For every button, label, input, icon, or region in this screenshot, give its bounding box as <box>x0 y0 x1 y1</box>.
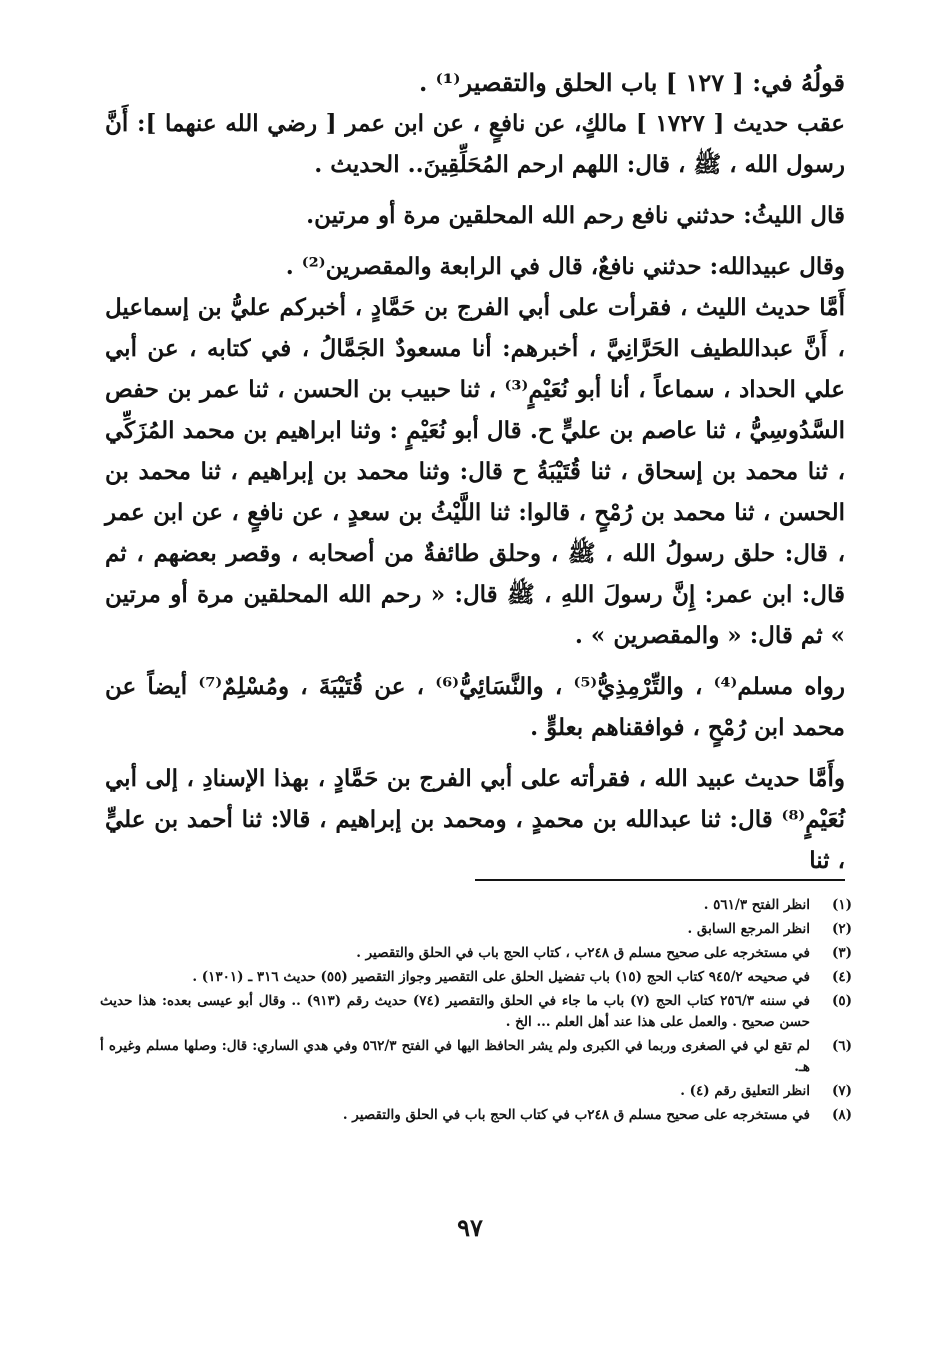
chapter-heading: قولُهُ في: [ ١٢٧ ] باب الحلق والتقصير⁽¹⁾ . <box>418 68 845 97</box>
footnote <box>100 991 852 1033</box>
paragraph: رواه مسلم⁽⁴⁾ ، والتِّرْمِذِيُّ⁽⁵⁾ ، والنَّسَائِيُّ⁽⁶⁾ ، عن قُتَيْبَةَ ، ومُسْلِمٌ⁽⁷⁾ أيضاً عن محمد ابن رُمْحٍ ، فوافقناهم بعلوٍّ . <box>105 673 846 741</box>
footnote-number: (٥) <box>831 993 852 1009</box>
footnote-text: لم تقع لي في الصغرى وربما في الكبرى ولم يشر الحافظ اليها في الفتح ٥٦٢/٣ وفي هدي الساري: قال: وصلها مسلم وغيره أ هـ. <box>100 1038 810 1075</box>
footnote <box>100 919 852 940</box>
paragraph: وأَمَّا حديث عبيد الله ، فقرأته على أبي الفرج بن حَمَّادٍ ، بهذا الإسنادِ ، إلى أبي نُعَيْمٍ⁽⁸⁾ قال: ثنا عبدالله بن محمدٍ ، ومحمد بن إبراهيم ، قالا: ثنا أحمد بن عليٍّ ، ثنا <box>105 765 845 874</box>
page-number: ٩٧ <box>457 1213 483 1242</box>
footnote-separator <box>475 879 845 881</box>
footnote <box>100 1105 852 1126</box>
footnote-text: انظر المرجع السابق . <box>687 921 810 937</box>
footnote-text: انظر التعليق رقم (٤) . <box>680 1083 810 1099</box>
footnote-number: (٣) <box>831 945 852 961</box>
footnote-text: في مستخرجه على صحيح مسلم ق ٢٤٨ب في كتاب الحج باب في الحلق والتقصير . <box>342 1107 810 1123</box>
footnote-number: (٦) <box>831 1038 852 1054</box>
footnote <box>100 943 852 964</box>
footnote-text: في صحيحه ٩٤٥/٢ كتاب الحج (١٥) باب تفضيل الحلق على التقصير وجواز التقصير (٥٥) حديث ٣١٦ ـ (١٣٠١) . <box>192 969 810 985</box>
footnote-number: (٨) <box>831 1107 852 1123</box>
footnote-text: في سننه ٢٥٦/٣ كتاب الحج (٧) باب ما جاء في الحلق والتقصير (٧٤) حديث رقم (٩١٣) .. وقال أبو عيسى بعده: هذا حديث حسن صحيح . والعمل على هذا عند أهل العلم ... الخ . <box>100 993 810 1030</box>
footnote-text: انظر الفتح ٥٦١/٣ . <box>703 897 810 913</box>
paragraph: عقب حديث [ ١٧٢٧ ] مالكٍ، عن نافعٍ ، عن ابن عمر [ رضي الله عنهما ]: أَنَّ رسول الله ، ﷺ ، قال: اللهم ارحم المُحَلِّقِينَ.. الحديث . <box>105 110 845 178</box>
footnotes <box>100 895 852 1129</box>
footnote-number: (٧) <box>831 1083 852 1099</box>
main-text <box>105 62 845 881</box>
footnote <box>100 1081 852 1102</box>
footnote <box>100 1036 852 1078</box>
footnote-number: (٤) <box>831 969 852 985</box>
footnote-number: (٢) <box>831 921 852 937</box>
paragraph: قال الليثُ: حدثني نافع رحم الله المحلقين مرة أو مرتين. <box>306 202 845 229</box>
footnote <box>100 967 852 988</box>
footnote-text: في مستخرجه على صحيح مسلم ق ٢٤٨ب ، كتاب الحج باب في الحلق والتقصير . <box>356 945 810 961</box>
paragraph: أَمَّا حديث الليث ، فقرأت على أبي الفرج بن حَمَّادٍ ، أخبركم عليُّ بن إسماعيل ، أَنَّ عبداللطيف الحَرَّانِيَّ ، أخبرهم: أنا مسعودٌ الجَمَّالُ ، في كتابه ، عن أبي علي الحداد ، سماعاً ، أنا أبو نُعَيْمٍ⁽³⁾ ، ثنا حبيب بن الحسن ، ثنا عمر بن حفص السَّدُوسِيُّ ، ثنا عاصم بن عليٍّ ح. قال أبو نُعَيْمٍ : وثنا ابراهيم بن محمد المُزَكِّي ، ثنا محمد بن إسحاق ، ثنا قُتَيْبَةُ ح قال: وثنا محمد بن إبراهيم ، ثنا محمد بن الحسن ، ثنا محمد بن رُمْحٍ ، قالوا: ثنا اللَّيْثُ بن سعدٍ ، عن نافعٍ ، عن ابن عمر ، قال: حلق رسولُ الله ، ﷺ ، وحلق طائفةٌ من أصحابه ، وقصر بعضهم ، ثم قال: ابن عمر: إِنَّ رسولَ اللهِ ، ﷺ قال: « رحم الله المحلقين مرة أو مرتين » ثم قال: « والمقصرين » . <box>105 294 846 649</box>
footnote-number: (١) <box>831 897 852 913</box>
footnote <box>100 895 852 916</box>
paragraph: وقال عبيدالله: حدثني نافعٌ، قال في الرابعة والمقصرين⁽²⁾ . <box>285 253 845 280</box>
